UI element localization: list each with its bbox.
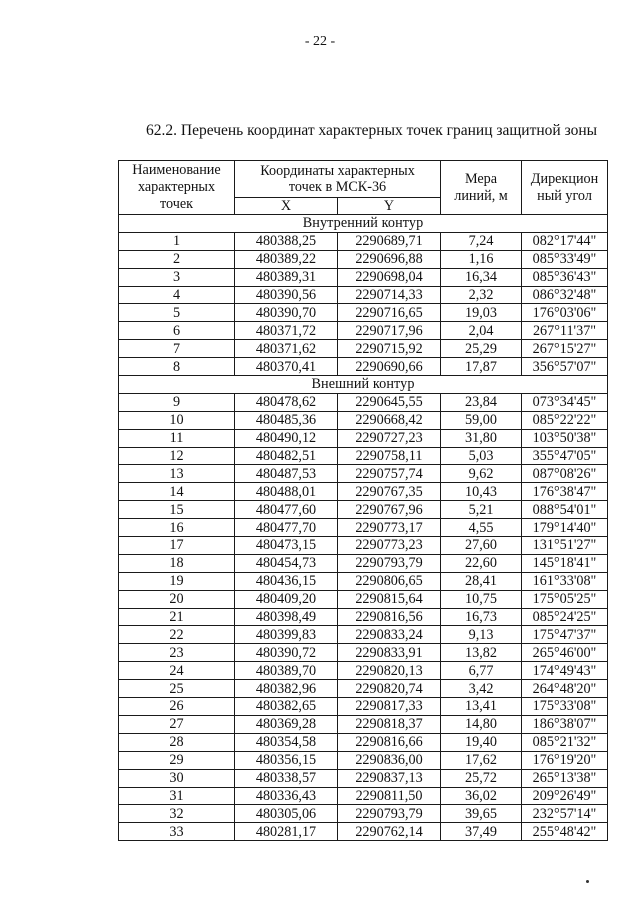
header-line-length: Мера линий, м — [441, 161, 522, 215]
section-row — [119, 376, 608, 394]
y-cell: 2290757,74 — [338, 465, 441, 483]
length-cell: 1,16 — [441, 250, 522, 268]
x-cell: 480473,15 — [235, 537, 338, 555]
length-cell: 31,80 — [441, 429, 522, 447]
x-cell: 480356,15 — [235, 751, 338, 769]
table-row — [119, 340, 608, 358]
length-cell: 36,02 — [441, 787, 522, 805]
point-number-cell: 15 — [119, 501, 235, 519]
direction-cell: 085°24'25" — [522, 608, 608, 626]
direction-cell: 176°19'20" — [522, 751, 608, 769]
point-number-cell: 3 — [119, 268, 235, 286]
page-number: - 22 - — [304, 34, 336, 49]
y-cell: 2290820,74 — [338, 680, 441, 698]
section-row — [119, 215, 608, 233]
length-cell: 13,41 — [441, 698, 522, 716]
length-cell: 2,32 — [441, 286, 522, 304]
table-row — [119, 232, 608, 250]
length-cell: 7,24 — [441, 232, 522, 250]
table-row — [119, 823, 608, 841]
direction-cell: 175°47'37" — [522, 626, 608, 644]
length-cell: 9,62 — [441, 465, 522, 483]
header-y: Y — [338, 198, 441, 215]
direction-cell: 232°57'14" — [522, 805, 608, 823]
table-row — [119, 787, 608, 805]
length-cell: 25,29 — [441, 340, 522, 358]
length-cell: 22,60 — [441, 554, 522, 572]
direction-cell: 085°21'32" — [522, 733, 608, 751]
length-cell: 39,65 — [441, 805, 522, 823]
y-cell: 2290645,55 — [338, 393, 441, 411]
x-cell: 480399,83 — [235, 626, 338, 644]
length-cell: 16,34 — [441, 268, 522, 286]
direction-cell: 255°48'42" — [522, 823, 608, 841]
point-number-cell: 7 — [119, 340, 235, 358]
length-cell: 23,84 — [441, 393, 522, 411]
y-cell: 2290698,04 — [338, 268, 441, 286]
length-cell: 10,43 — [441, 483, 522, 501]
length-cell: 17,62 — [441, 751, 522, 769]
coordinates-table — [118, 160, 608, 841]
x-cell: 480281,17 — [235, 823, 338, 841]
section-heading: 62.2. Перечень координат характерных точек границ защитной зоны — [146, 122, 598, 139]
x-cell: 480389,22 — [235, 250, 338, 268]
x-cell: 480488,01 — [235, 483, 338, 501]
scan-dot — [586, 880, 589, 883]
direction-cell: 186°38'07" — [522, 715, 608, 733]
header-coordinates: Координаты характерных точек в МСК-36 — [235, 161, 441, 198]
table-row — [119, 250, 608, 268]
y-cell: 2290767,35 — [338, 483, 441, 501]
table-row — [119, 805, 608, 823]
point-number-cell: 30 — [119, 769, 235, 787]
direction-cell: 131°51'27" — [522, 537, 608, 555]
header-direction-angle: Дирекцион ный угол — [522, 161, 608, 215]
x-cell: 480338,57 — [235, 769, 338, 787]
y-cell: 2290762,14 — [338, 823, 441, 841]
x-cell: 480398,49 — [235, 608, 338, 626]
table-row — [119, 393, 608, 411]
y-cell: 2290773,17 — [338, 519, 441, 537]
direction-cell: 355°47'05" — [522, 447, 608, 465]
point-number-cell: 21 — [119, 608, 235, 626]
x-cell: 480454,73 — [235, 554, 338, 572]
length-cell: 5,03 — [441, 447, 522, 465]
y-cell: 2290714,33 — [338, 286, 441, 304]
x-cell: 480371,62 — [235, 340, 338, 358]
direction-cell: 073°34'45" — [522, 393, 608, 411]
y-cell: 2290837,13 — [338, 769, 441, 787]
y-cell: 2290690,66 — [338, 358, 441, 376]
header-point-name: Наименование характерных точек — [119, 161, 235, 215]
x-cell: 480389,70 — [235, 662, 338, 680]
x-cell: 480305,06 — [235, 805, 338, 823]
direction-cell: 267°15'27" — [522, 340, 608, 358]
y-cell: 2290816,66 — [338, 733, 441, 751]
table-row — [119, 644, 608, 662]
point-number-cell: 6 — [119, 322, 235, 340]
length-cell: 27,60 — [441, 537, 522, 555]
point-number-cell: 31 — [119, 787, 235, 805]
point-number-cell: 11 — [119, 429, 235, 447]
x-cell: 480382,96 — [235, 680, 338, 698]
point-number-cell: 14 — [119, 483, 235, 501]
length-cell: 25,72 — [441, 769, 522, 787]
length-cell: 3,42 — [441, 680, 522, 698]
point-number-cell: 19 — [119, 572, 235, 590]
y-cell: 2290820,13 — [338, 662, 441, 680]
length-cell: 2,04 — [441, 322, 522, 340]
table-row — [119, 358, 608, 376]
y-cell: 2290773,23 — [338, 537, 441, 555]
y-cell: 2290793,79 — [338, 554, 441, 572]
point-number-cell: 17 — [119, 537, 235, 555]
y-cell: 2290715,92 — [338, 340, 441, 358]
direction-cell: 085°36'43" — [522, 268, 608, 286]
direction-cell: 085°33'49" — [522, 250, 608, 268]
x-cell: 480388,25 — [235, 232, 338, 250]
table-row — [119, 590, 608, 608]
length-cell: 37,49 — [441, 823, 522, 841]
x-cell: 480390,72 — [235, 644, 338, 662]
direction-cell: 176°38'47" — [522, 483, 608, 501]
x-cell: 480485,36 — [235, 411, 338, 429]
length-cell: 17,87 — [441, 358, 522, 376]
x-cell: 480354,58 — [235, 733, 338, 751]
y-cell: 2290836,00 — [338, 751, 441, 769]
point-number-cell: 25 — [119, 680, 235, 698]
table-row — [119, 626, 608, 644]
point-number-cell: 24 — [119, 662, 235, 680]
point-number-cell: 32 — [119, 805, 235, 823]
table-row — [119, 608, 608, 626]
length-cell: 14,80 — [441, 715, 522, 733]
y-cell: 2290727,23 — [338, 429, 441, 447]
y-cell: 2290833,24 — [338, 626, 441, 644]
table-row — [119, 483, 608, 501]
y-cell: 2290816,56 — [338, 608, 441, 626]
table-row — [119, 465, 608, 483]
x-cell: 480487,53 — [235, 465, 338, 483]
y-cell: 2290817,33 — [338, 698, 441, 716]
y-cell: 2290758,11 — [338, 447, 441, 465]
length-cell: 19,40 — [441, 733, 522, 751]
x-cell: 480482,51 — [235, 447, 338, 465]
length-cell: 9,13 — [441, 626, 522, 644]
point-number-cell: 16 — [119, 519, 235, 537]
x-cell: 480409,20 — [235, 590, 338, 608]
x-cell: 480390,70 — [235, 304, 338, 322]
length-cell: 10,75 — [441, 590, 522, 608]
direction-cell: 088°54'01" — [522, 501, 608, 519]
x-cell: 480478,62 — [235, 393, 338, 411]
x-cell: 480390,56 — [235, 286, 338, 304]
x-cell: 480436,15 — [235, 572, 338, 590]
section-title: Внутренний контур — [119, 215, 608, 233]
section-title: Внешний контур — [119, 376, 608, 394]
y-cell: 2290818,37 — [338, 715, 441, 733]
table-row — [119, 286, 608, 304]
point-number-cell: 20 — [119, 590, 235, 608]
x-cell: 480477,60 — [235, 501, 338, 519]
table-row — [119, 411, 608, 429]
table-row — [119, 662, 608, 680]
length-cell: 19,03 — [441, 304, 522, 322]
table-row — [119, 519, 608, 537]
direction-cell: 265°13'38" — [522, 769, 608, 787]
point-number-cell: 29 — [119, 751, 235, 769]
direction-cell: 179°14'40" — [522, 519, 608, 537]
y-cell: 2290668,42 — [338, 411, 441, 429]
table-row — [119, 322, 608, 340]
table-row — [119, 733, 608, 751]
table-row — [119, 680, 608, 698]
point-number-cell: 28 — [119, 733, 235, 751]
point-number-cell: 8 — [119, 358, 235, 376]
direction-cell: 209°26'49" — [522, 787, 608, 805]
direction-cell: 087°08'26" — [522, 465, 608, 483]
header-x: X — [235, 198, 338, 215]
table-row — [119, 537, 608, 555]
direction-cell: 086°32'48" — [522, 286, 608, 304]
table-row — [119, 501, 608, 519]
point-number-cell: 2 — [119, 250, 235, 268]
length-cell: 28,41 — [441, 572, 522, 590]
direction-cell: 356°57'07" — [522, 358, 608, 376]
x-cell: 480382,65 — [235, 698, 338, 716]
point-number-cell: 18 — [119, 554, 235, 572]
direction-cell: 264°48'20" — [522, 680, 608, 698]
table-body — [119, 215, 608, 841]
direction-cell: 145°18'41" — [522, 554, 608, 572]
y-cell: 2290811,50 — [338, 787, 441, 805]
table-row — [119, 304, 608, 322]
x-cell: 480477,70 — [235, 519, 338, 537]
direction-cell: 082°17'44" — [522, 232, 608, 250]
point-number-cell: 23 — [119, 644, 235, 662]
table-row — [119, 715, 608, 733]
table-row — [119, 429, 608, 447]
point-number-cell: 1 — [119, 232, 235, 250]
y-cell: 2290689,71 — [338, 232, 441, 250]
x-cell: 480370,41 — [235, 358, 338, 376]
x-cell: 480371,72 — [235, 322, 338, 340]
point-number-cell: 10 — [119, 411, 235, 429]
table-row — [119, 268, 608, 286]
direction-cell: 103°50'38" — [522, 429, 608, 447]
y-cell: 2290833,91 — [338, 644, 441, 662]
point-number-cell: 22 — [119, 626, 235, 644]
length-cell: 5,21 — [441, 501, 522, 519]
x-cell: 480369,28 — [235, 715, 338, 733]
table-row — [119, 447, 608, 465]
y-cell: 2290767,96 — [338, 501, 441, 519]
table-row — [119, 769, 608, 787]
point-number-cell: 27 — [119, 715, 235, 733]
table-row — [119, 751, 608, 769]
table-header — [119, 161, 608, 215]
point-number-cell: 4 — [119, 286, 235, 304]
point-number-cell: 12 — [119, 447, 235, 465]
y-cell: 2290806,65 — [338, 572, 441, 590]
direction-cell: 085°22'22" — [522, 411, 608, 429]
point-number-cell: 33 — [119, 823, 235, 841]
direction-cell: 176°03'06" — [522, 304, 608, 322]
x-cell: 480336,43 — [235, 787, 338, 805]
direction-cell: 161°33'08" — [522, 572, 608, 590]
direction-cell: 265°46'00" — [522, 644, 608, 662]
x-cell: 480389,31 — [235, 268, 338, 286]
point-number-cell: 26 — [119, 698, 235, 716]
direction-cell: 174°49'43" — [522, 662, 608, 680]
length-cell: 6,77 — [441, 662, 522, 680]
length-cell: 13,82 — [441, 644, 522, 662]
direction-cell: 175°05'25" — [522, 590, 608, 608]
y-cell: 2290717,96 — [338, 322, 441, 340]
direction-cell: 267°11'37" — [522, 322, 608, 340]
y-cell: 2290793,79 — [338, 805, 441, 823]
table-row — [119, 698, 608, 716]
y-cell: 2290696,88 — [338, 250, 441, 268]
length-cell: 16,73 — [441, 608, 522, 626]
table-row — [119, 572, 608, 590]
table-row — [119, 554, 608, 572]
y-cell: 2290815,64 — [338, 590, 441, 608]
length-cell: 4,55 — [441, 519, 522, 537]
point-number-cell: 13 — [119, 465, 235, 483]
y-cell: 2290716,65 — [338, 304, 441, 322]
point-number-cell: 5 — [119, 304, 235, 322]
point-number-cell: 9 — [119, 393, 235, 411]
length-cell: 59,00 — [441, 411, 522, 429]
x-cell: 480490,12 — [235, 429, 338, 447]
direction-cell: 175°33'08" — [522, 698, 608, 716]
